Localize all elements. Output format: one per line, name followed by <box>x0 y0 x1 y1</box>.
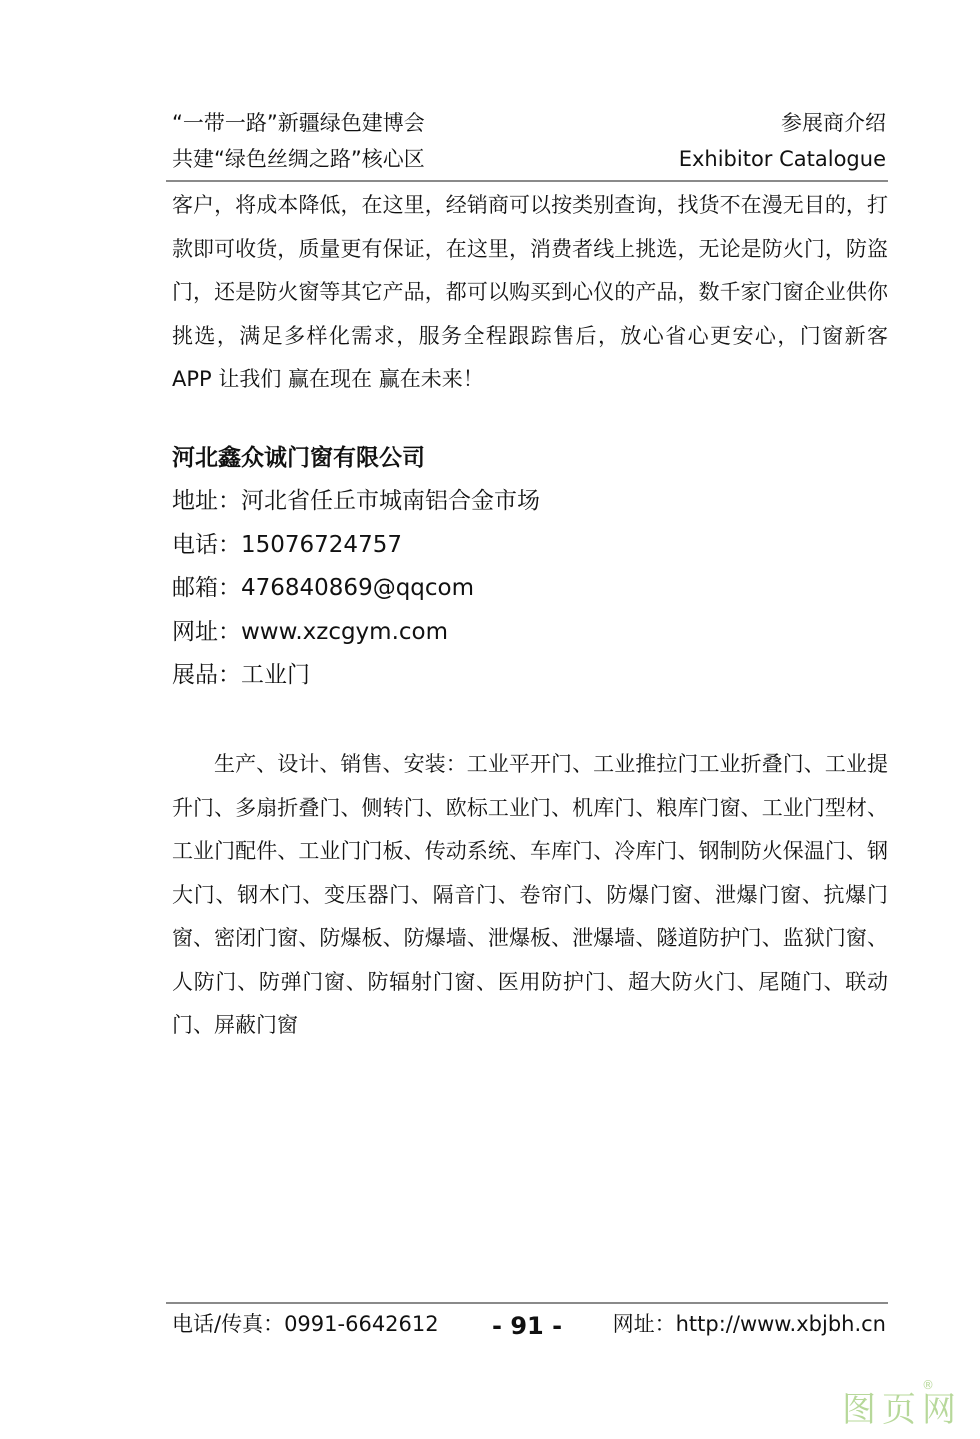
watermark-logo <box>842 1378 962 1430</box>
header-section-title: 参展商介绍 <box>781 111 886 135</box>
registered-mark: ® <box>922 1378 934 1392</box>
company-phone: 电话：15076724757 <box>172 531 402 558</box>
page-number: - 91 - <box>492 1312 563 1340</box>
page-header <box>172 106 886 180</box>
company-website: 网址：www.xzcgym.com <box>172 618 449 645</box>
company-email: 邮箱：476840869@qqcom <box>172 575 475 601</box>
footer-phone-fax: 电话/传真：0991-6642612 <box>172 1312 439 1336</box>
company-info <box>172 480 540 698</box>
footer-divider <box>166 1302 888 1304</box>
company-name: 河北鑫众诚门窗有限公司 <box>172 445 425 471</box>
company-address: 地址：河北省任丘市城南铝合金市场 <box>172 488 540 514</box>
footer-website: 网址：http://www.xbjbh.cn <box>612 1312 886 1336</box>
watermark-text: 图页网 <box>842 1390 962 1430</box>
page-footer <box>172 1306 886 1342</box>
header-expo-title: “一带一路”新疆绿色建博会 <box>172 111 425 135</box>
description-paragraph: 生产、设计、销售、安装：工业平开门、工业推拉门工业折叠门、工业提升门、多扇折叠门、侧转门、欧标工业门、机库门、粮库门窗、工业门型材、工业门配件、工业门门板、传动系统、车库门、冷库门、钢制防火保温门、钢大门、钢木门、变压器门、隔音门、卷帘门、防爆门窗、泄爆门窗、抗爆门窗、密闭门窗、防爆板、防爆墙、泄爆板、泄爆墙、隧道防护门、监狱门窗、人防门、防弹门窗、防辐射门窗、医用防护门、超大防火门、尾随门、联动门、屏蔽门窗 <box>172 752 888 1037</box>
header-row-2 <box>172 142 886 176</box>
header-slogan: 共建“绿色丝绸之路”核心区 <box>172 147 425 171</box>
header-catalogue-title: Exhibitor Catalogue <box>678 147 886 171</box>
company-products: 展品：工业门 <box>172 662 310 688</box>
header-divider <box>166 180 888 182</box>
header-row-1 <box>172 106 886 140</box>
intro-paragraph: 客户，将成本降低，在这里，经销商可以按类别查询，找货不在漫无目的，打款即可收货，质量更有保证，在这里，消费者线上挑选，无论是防火门，防盗门，还是防火窗等其它产品，都可以购买到心仪的产品，数千家门窗企业供你挑选，满足多样化需求，服务全程跟踪售后，放心省心更安心，门窗新客 APP 让我们 赢在现在 赢在未来！ <box>172 193 888 391</box>
